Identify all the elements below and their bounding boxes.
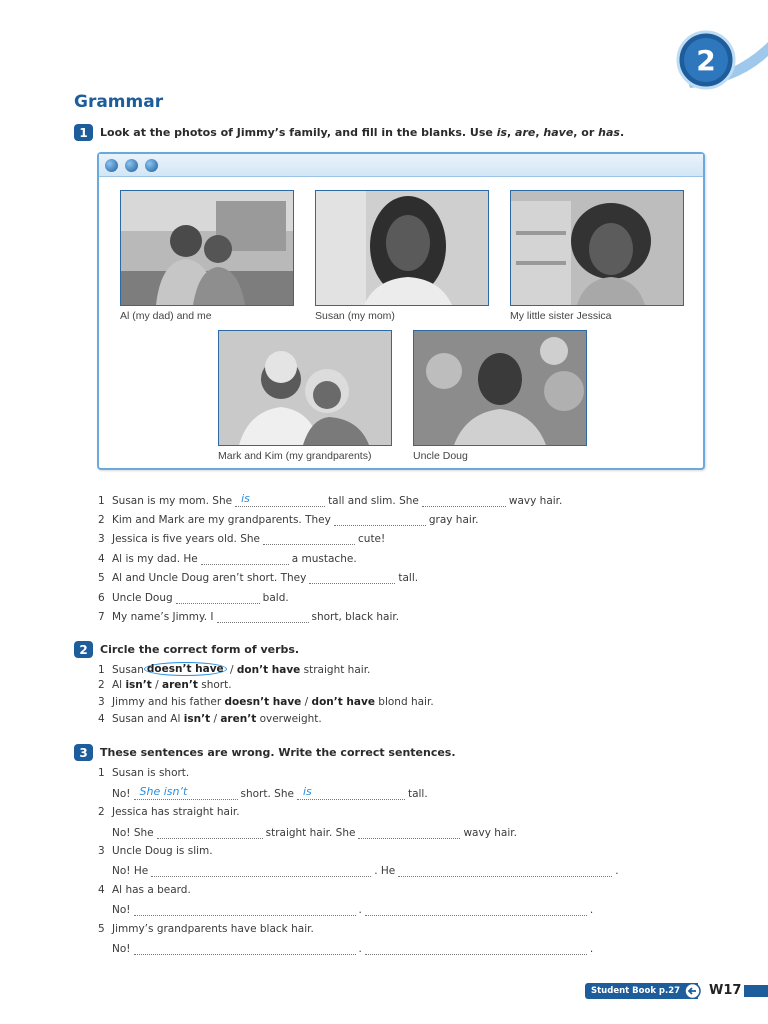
answer-blank[interactable] xyxy=(358,826,460,839)
exercise-1-item: 1 Susan is my mom. She is tall and slim. She wavy hair. xyxy=(98,492,563,507)
answer-blank[interactable] xyxy=(176,591,260,604)
exercise-3-prompt: 2 Jessica has straight hair. xyxy=(98,806,240,818)
exercise-instruction: Look at the photos of Jimmy’s family, and fill in the blanks. Use is, are, have, or has. xyxy=(100,126,625,139)
handwritten-answer: is xyxy=(302,785,312,798)
exercise-3-prompt: 5 Jimmy’s grandparents have black hair. xyxy=(98,923,314,935)
photo-mark-and-kim xyxy=(218,330,392,446)
verb-option[interactable]: isn’t xyxy=(183,713,211,725)
page-number: W17 xyxy=(709,983,742,998)
exercise-3-answer: No! . . xyxy=(112,943,594,955)
exercise-3-prompt: 1 Susan is short. xyxy=(98,767,190,779)
answer-blank[interactable] xyxy=(134,942,356,955)
exercise-2-header xyxy=(74,641,299,658)
unit-badge xyxy=(668,22,768,92)
answer-blank[interactable] xyxy=(422,494,506,507)
footer-stripe xyxy=(744,985,768,997)
exercise-1-item: 5 Al and Uncle Doug aren’t short. They tall. xyxy=(98,572,419,584)
exercise-number: 2 xyxy=(74,641,93,658)
handwritten-answer: is xyxy=(241,492,250,505)
photo-jessica xyxy=(510,190,684,306)
answer-blank[interactable] xyxy=(365,903,587,916)
answer-blank[interactable] xyxy=(334,513,426,526)
answer-blank[interactable] xyxy=(309,571,395,584)
exercise-number: 1 xyxy=(74,124,93,141)
answer-blank[interactable] xyxy=(217,610,309,623)
exercise-3-prompt: 3 Uncle Doug is slim. xyxy=(98,845,213,857)
exercise-3-header xyxy=(74,744,456,761)
exercise-1-header xyxy=(74,124,624,141)
unit-number: 2 xyxy=(696,44,716,77)
window-dot-icon xyxy=(125,159,138,172)
verb-option[interactable]: don’t have xyxy=(311,696,375,708)
exercise-2-item: 4 Susan and Al isn’t / aren’t overweight. xyxy=(98,713,322,725)
window-title-bar xyxy=(99,154,703,177)
answer-blank[interactable] xyxy=(134,903,356,916)
exercise-3-answer: No! She isn’t short. She is tall. xyxy=(112,785,428,800)
exercise-3-answer: No! . . xyxy=(112,904,594,916)
answer-blank[interactable] xyxy=(398,864,612,877)
photo-caption: Uncle Doug xyxy=(413,450,468,462)
verb-option[interactable]: doesn’t have xyxy=(224,696,302,708)
answer-blank[interactable] xyxy=(151,864,371,877)
handwritten-answer: She isn’t xyxy=(139,785,188,798)
answer-blank[interactable] xyxy=(201,552,289,565)
photo-caption: My little sister Jessica xyxy=(510,310,612,322)
exercise-1-item: 7 My name’s Jimmy. I short, black hair. xyxy=(98,611,400,623)
exercise-3-answer: No! He . He . xyxy=(112,865,619,877)
window-dot-icon xyxy=(105,159,118,172)
answer-blank[interactable] xyxy=(157,826,263,839)
photo-caption: Mark and Kim (my grandparents) xyxy=(218,450,372,462)
student-book-reference[interactable]: Student Book p.27 xyxy=(585,983,698,999)
verb-option[interactable]: isn’t xyxy=(125,679,152,691)
exercise-1-item: 3 Jessica is five years old. She cute! xyxy=(98,533,386,545)
exercise-2-item: 1 Susan doesn’t have / don’t have straight hair. xyxy=(98,663,371,676)
photo-susan xyxy=(315,190,489,306)
exercise-2-item: 3 Jimmy and his father doesn’t have / don’t have blond hair. xyxy=(98,696,434,708)
exercise-1-item: 6 Uncle Doug bald. xyxy=(98,592,289,604)
window-dot-icon xyxy=(145,159,158,172)
photo-caption: Al (my dad) and me xyxy=(120,310,212,322)
photo-caption: Susan (my mom) xyxy=(315,310,395,322)
exercise-number: 3 xyxy=(74,744,93,761)
exercise-3-prompt: 4 Al has a beard. xyxy=(98,884,191,896)
exercise-3-answer: No! She straight hair. She wavy hair. xyxy=(112,827,517,839)
exercise-2-item: 2 Al isn’t / aren’t short. xyxy=(98,679,232,691)
verb-option[interactable]: aren’t xyxy=(162,679,198,691)
answer-blank[interactable] xyxy=(134,787,238,800)
circled-option[interactable]: doesn’t have xyxy=(144,662,227,676)
back-arrow-icon[interactable] xyxy=(684,983,701,999)
exercise-1-item: 4 Al is my dad. He a mustache. xyxy=(98,553,357,565)
exercise-instruction: These sentences are wrong. Write the correct sentences. xyxy=(100,746,456,759)
answer-blank[interactable] xyxy=(235,494,325,507)
verb-option[interactable]: aren’t xyxy=(220,713,257,725)
verb-option[interactable]: don’t have xyxy=(236,664,301,676)
answer-blank[interactable] xyxy=(365,942,587,955)
exercise-1-item: 2 Kim and Mark are my grandparents. They gray hair. xyxy=(98,514,479,526)
photo-uncle-doug xyxy=(413,330,587,446)
answer-blank[interactable] xyxy=(263,532,355,545)
section-title: Grammar xyxy=(74,92,164,112)
exercise-instruction: Circle the correct form of verbs. xyxy=(100,643,300,656)
photo-al-and-jimmy xyxy=(120,190,294,306)
answer-blank[interactable] xyxy=(297,787,405,800)
